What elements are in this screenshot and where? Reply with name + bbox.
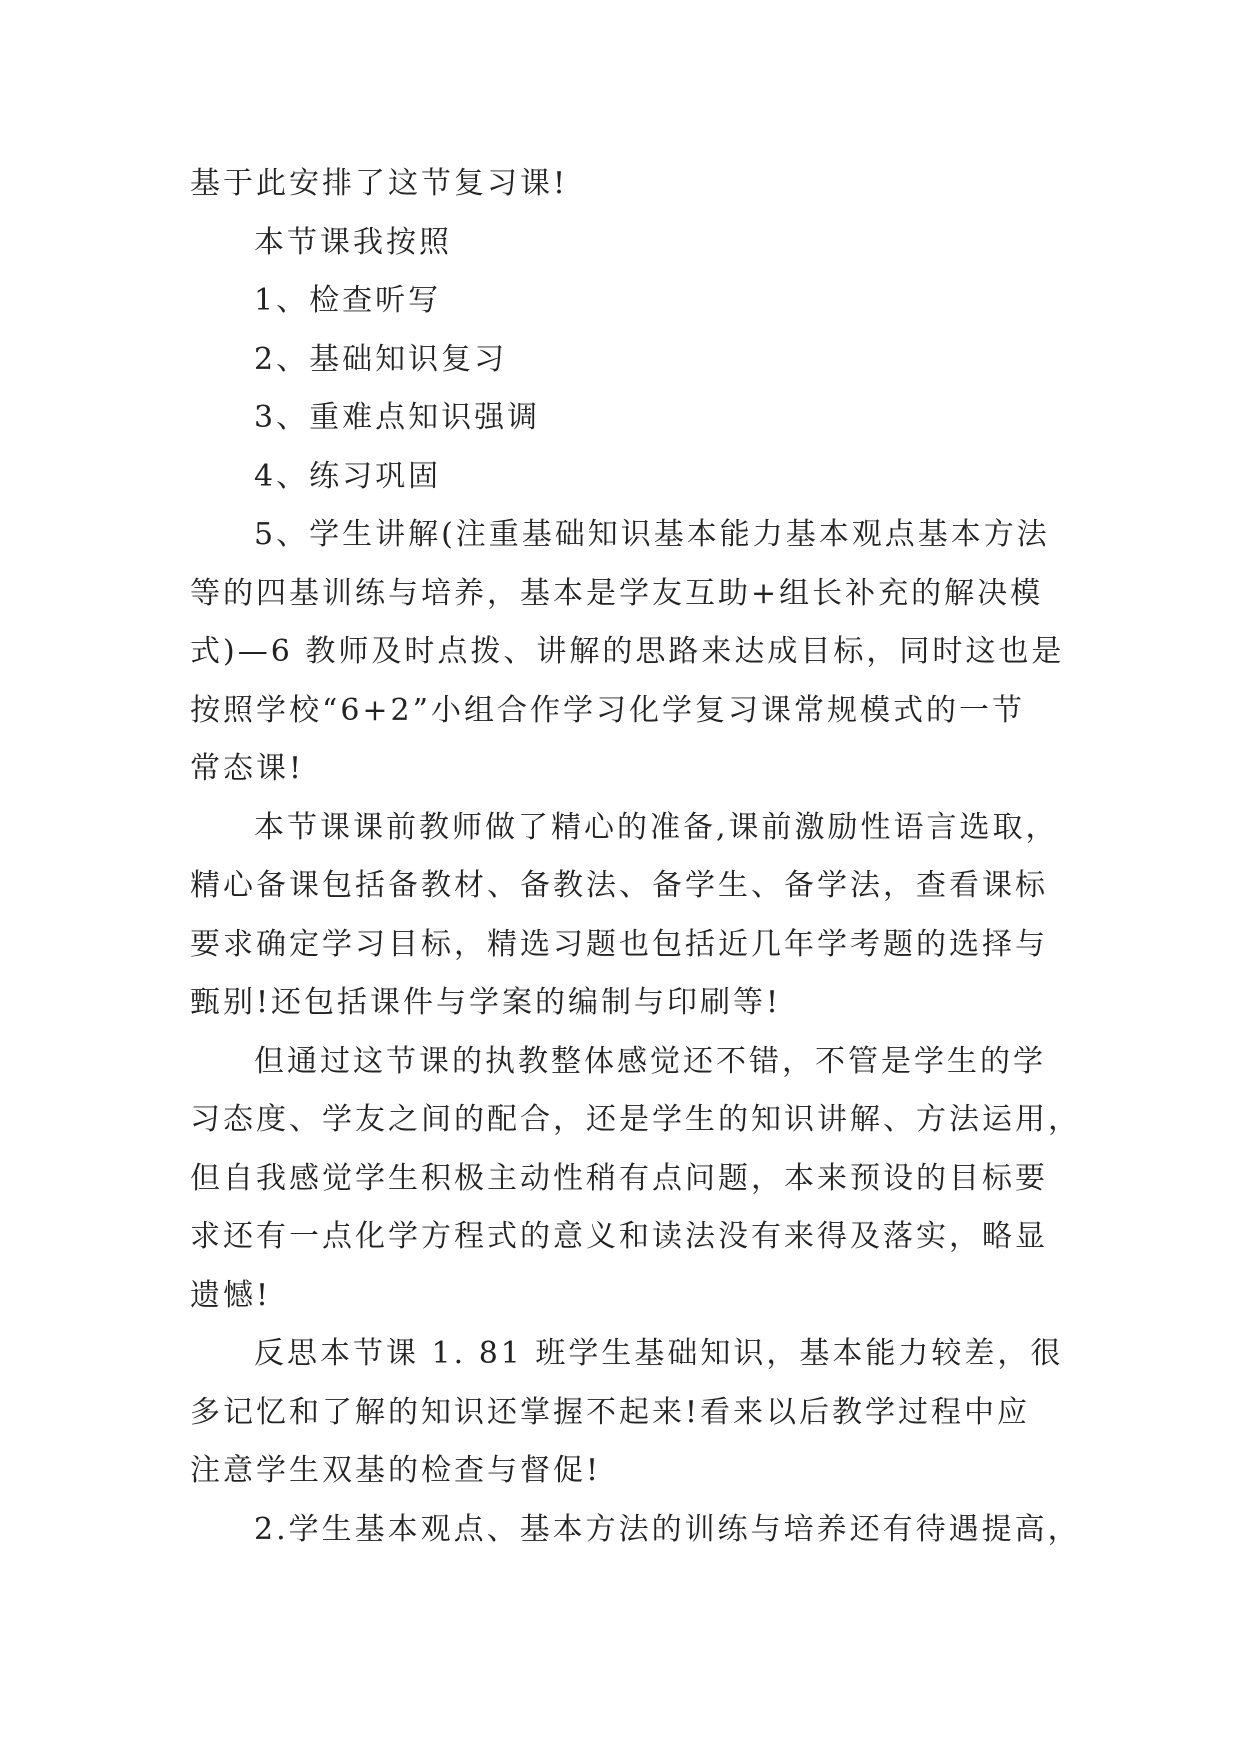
text-line: 等的四基训练与培养，基本是学友互助+组长补充的解决模 [190,575,1044,611]
text-line: 本节课我按照 [254,224,452,260]
paragraph-start: 本节课课前教师做了精心的准备,课前激励性语言选取， [254,809,1059,845]
paragraph-start: 2.学生基本观点、基本方法的训练与培养还有待遇提高， [254,1511,1081,1547]
paragraph-start: 反思本节课 1. 81 班学生基础知识，基本能力较差，很 [254,1336,1064,1371]
text-line: 式)—6 教师及时点拨、讲解的思路来达成目标，同时这也是 [190,634,1065,669]
text-line: 按照学校“6+2”小组合作学习化学复习课常规模式的一节 [190,692,1025,728]
document-body [190,155,1081,1559]
list-item: 3、重难点知识强调 [254,400,541,435]
text-line: 注意学生双基的检查与督促! [190,1453,602,1488]
text-line: 常态课! [190,751,305,786]
text-line: 但自我感觉学生积极主动性稍有点问题，本来预设的目标要 [190,1160,1048,1196]
text-line: 精心备课包括备教材、备教法、备学生、备学法，查看课标 [190,868,1048,903]
text-line: 遗憾! [190,1277,272,1313]
list-item: 2、基础知识复习 [254,341,508,377]
text-line: 求还有一点化学方程式的意义和读法没有来得及落实，略显 [190,1219,1048,1254]
text-line: 甄别!还包括课件与学案的编制与印刷等! [190,985,782,1020]
list-item: 1、检查听写 [254,283,442,318]
text-line: 要求确定学习目标，精选习题也包括近几年学考题的选择与 [190,926,1048,962]
text-line: 习态度、学友之间的配合，还是学生的知识讲解、方法运用， [190,1102,1081,1137]
list-item: 4、练习巩固 [254,458,442,494]
text-line: 多记忆和了解的知识还掌握不起来!看来以后教学过程中应 [190,1394,1031,1430]
paragraph-start: 但通过这节课的执教整体感觉还不错，不管是学生的学 [254,1043,1046,1079]
list-item: 5、学生讲解(注重基础知识基本能力基本观点基本方法 [254,517,1050,552]
text-line: 基于此安排了这节复习课! [190,166,569,201]
